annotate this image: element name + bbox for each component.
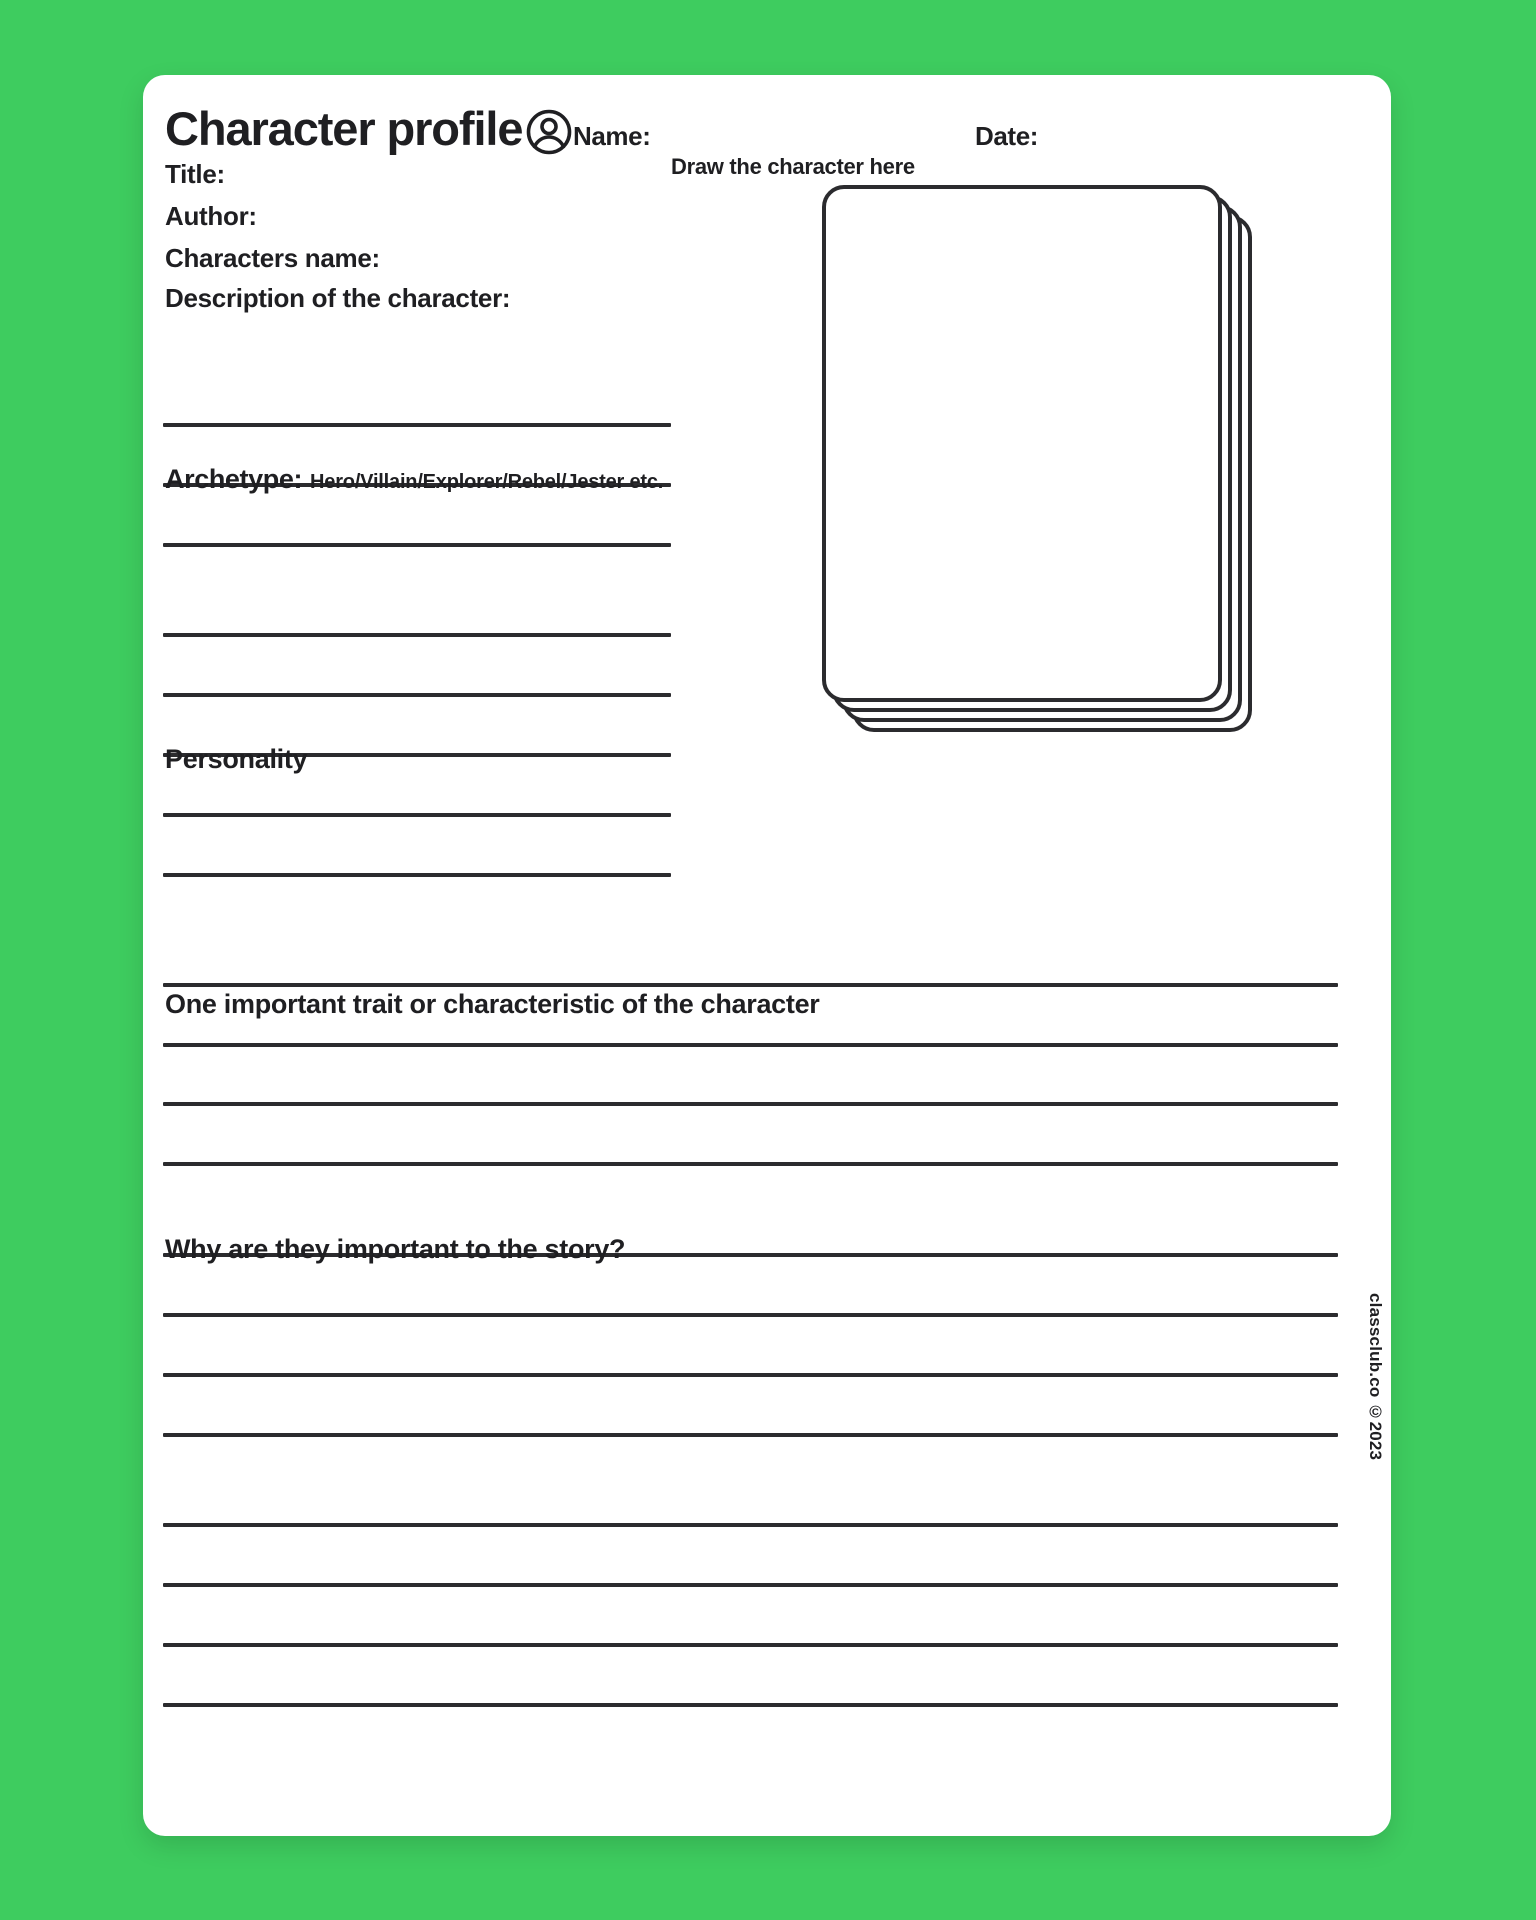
- why-rule-line[interactable]: [163, 1643, 1338, 1647]
- personality-rule-line[interactable]: [163, 1043, 1338, 1047]
- archetype-rule-line[interactable]: [163, 813, 671, 817]
- trait-rule-line[interactable]: [163, 1433, 1338, 1437]
- worksheet-page: [143, 75, 1391, 1836]
- trait-rule-line[interactable]: [163, 1373, 1338, 1377]
- description-rule-line[interactable]: [163, 423, 671, 427]
- watermark-credit: classclub.co ©2023: [1366, 1293, 1385, 1461]
- archetype-row: [165, 464, 663, 495]
- title-field-label: Title:: [165, 159, 225, 189]
- personality-rule-line[interactable]: [163, 983, 1338, 987]
- draw-the-character-label: Draw the character here: [671, 154, 915, 179]
- trait-rule-line[interactable]: [163, 1313, 1338, 1317]
- important-trait-heading: One important trait or characteristic of the character: [165, 989, 820, 1019]
- why-rule-line[interactable]: [163, 1703, 1338, 1707]
- archetype-label: Archetype:: [165, 464, 303, 494]
- archetype-options: Hero/Villain/Explorer/Rebel/Jester etc.: [310, 471, 664, 493]
- archetype-rule-line[interactable]: [163, 693, 671, 697]
- archetype-rule-line[interactable]: [163, 873, 671, 877]
- author-field-label: Author:: [165, 201, 257, 231]
- why-rule-line[interactable]: [163, 1523, 1338, 1527]
- characters-name-field-label: Characters name:: [165, 243, 380, 273]
- drawing-card-stack: [822, 185, 1262, 745]
- personality-heading: Personality: [165, 744, 308, 774]
- description-field-label: Description of the character:: [165, 283, 511, 313]
- why-important-heading: Why are they important to the story?: [165, 1234, 626, 1264]
- drawing-canvas-area[interactable]: [822, 185, 1222, 702]
- description-rule-line[interactable]: [163, 543, 671, 547]
- archetype-rule-line[interactable]: [163, 633, 671, 637]
- why-rule-line[interactable]: [163, 1583, 1338, 1587]
- page-title: Character profile: [165, 102, 523, 155]
- personality-rule-line[interactable]: [163, 1102, 1338, 1106]
- date-label: Date:: [975, 121, 1039, 151]
- name-label: Name:: [573, 121, 651, 151]
- personality-rule-line[interactable]: [163, 1162, 1338, 1166]
- person-circle-icon: [525, 108, 573, 156]
